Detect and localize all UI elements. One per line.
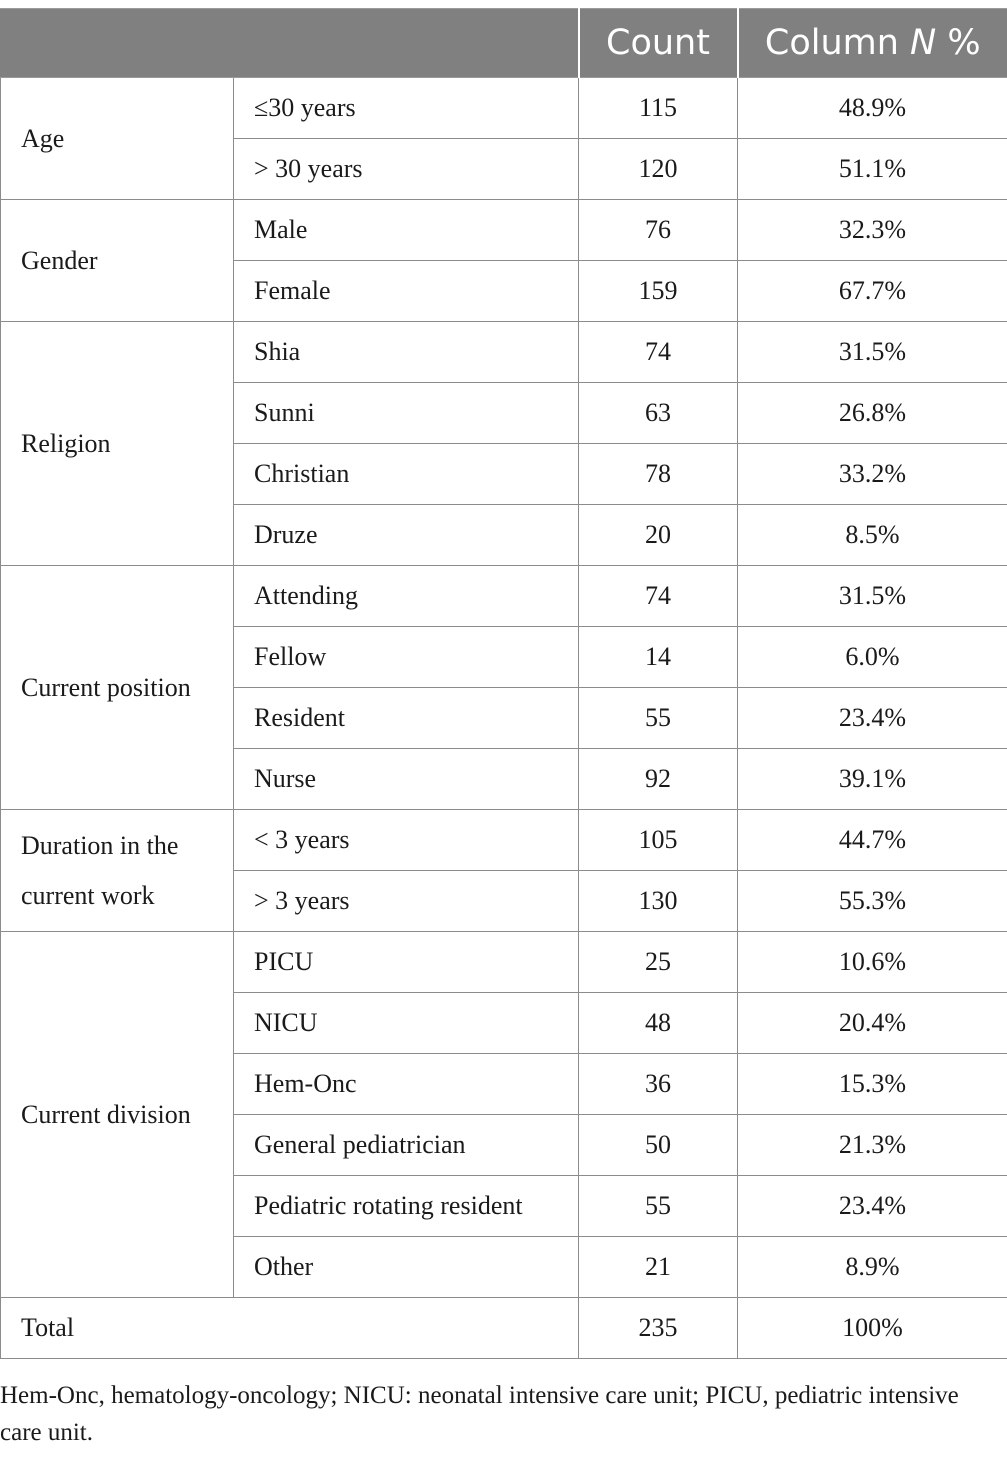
subcategory-label: Christian	[234, 444, 579, 505]
header-column-n-percent	[738, 9, 1007, 78]
percent-cell: 67.7%	[738, 261, 1007, 322]
header-column-n-italic: N	[910, 23, 937, 63]
category-label: Gender	[1, 200, 234, 322]
subcategory-label: Fellow	[234, 627, 579, 688]
count-cell: 74	[579, 566, 738, 627]
category-label: Current position	[1, 566, 234, 810]
count-cell: 76	[579, 200, 738, 261]
percent-cell: 10.6%	[738, 932, 1007, 993]
count-cell: 92	[579, 749, 738, 810]
percent-cell: 26.8%	[738, 383, 1007, 444]
count-cell: 55	[579, 1176, 738, 1237]
subcategory-label: Pediatric rotating resident	[234, 1176, 579, 1237]
table-row	[1, 810, 1007, 871]
table-row	[1, 78, 1007, 139]
category-label: Duration in the current work	[1, 810, 234, 932]
count-cell: 130	[579, 871, 738, 932]
count-cell: 25	[579, 932, 738, 993]
table-row	[1, 932, 1007, 993]
total-percent: 100%	[738, 1298, 1007, 1359]
count-cell: 159	[579, 261, 738, 322]
table-row	[1, 200, 1007, 261]
percent-cell: 33.2%	[738, 444, 1007, 505]
subcategory-label: Shia	[234, 322, 579, 383]
percent-cell: 20.4%	[738, 993, 1007, 1054]
subcategory-label: General pediatrician	[234, 1115, 579, 1176]
percent-cell: 31.5%	[738, 322, 1007, 383]
subcategory-label: Male	[234, 200, 579, 261]
total-count: 235	[579, 1298, 738, 1359]
percent-cell: 48.9%	[738, 78, 1007, 139]
demographics-table	[0, 8, 1007, 1359]
subcategory-label: NICU	[234, 993, 579, 1054]
category-label: Current division	[1, 932, 234, 1298]
percent-cell: 39.1%	[738, 749, 1007, 810]
table-row	[1, 322, 1007, 383]
header-count: Count	[579, 9, 738, 78]
count-cell: 105	[579, 810, 738, 871]
percent-cell: 6.0%	[738, 627, 1007, 688]
subcategory-label: Resident	[234, 688, 579, 749]
total-row	[1, 1298, 1007, 1359]
percent-cell: 32.3%	[738, 200, 1007, 261]
table-header	[1, 9, 1007, 78]
subcategory-label: > 3 years	[234, 871, 579, 932]
percent-cell: 44.7%	[738, 810, 1007, 871]
subcategory-label: Other	[234, 1237, 579, 1298]
total-label: Total	[1, 1298, 579, 1359]
count-cell: 21	[579, 1237, 738, 1298]
subcategory-label: Sunni	[234, 383, 579, 444]
category-label: Religion	[1, 322, 234, 566]
subcategory-label: Female	[234, 261, 579, 322]
count-cell: 36	[579, 1054, 738, 1115]
count-cell: 63	[579, 383, 738, 444]
header-column-n-prefix: Column	[764, 23, 911, 63]
subcategory-label: Hem-Onc	[234, 1054, 579, 1115]
percent-cell: 31.5%	[738, 566, 1007, 627]
count-cell: 120	[579, 139, 738, 200]
percent-cell: 8.9%	[738, 1237, 1007, 1298]
category-label: Age	[1, 78, 234, 200]
percent-cell: 8.5%	[738, 505, 1007, 566]
count-cell: 74	[579, 322, 738, 383]
percent-cell: 21.3%	[738, 1115, 1007, 1176]
table-footnote: Hem-Onc, hematology-oncology; NICU: neonatal intensive care unit; PICU, pediatric intensive care unit.	[0, 1382, 959, 1446]
count-cell: 14	[579, 627, 738, 688]
header-column-n-suffix: %	[936, 23, 981, 63]
table-row	[1, 566, 1007, 627]
percent-cell: 23.4%	[738, 688, 1007, 749]
subcategory-label: Attending	[234, 566, 579, 627]
header-blank-cell	[1, 9, 579, 78]
subcategory-label: > 30 years	[234, 139, 579, 200]
count-cell: 50	[579, 1115, 738, 1176]
subcategory-label: < 3 years	[234, 810, 579, 871]
count-cell: 20	[579, 505, 738, 566]
percent-cell: 15.3%	[738, 1054, 1007, 1115]
count-cell: 78	[579, 444, 738, 505]
percent-cell: 51.1%	[738, 139, 1007, 200]
percent-cell: 55.3%	[738, 871, 1007, 932]
count-cell: 48	[579, 993, 738, 1054]
count-cell: 55	[579, 688, 738, 749]
percent-cell: 23.4%	[738, 1176, 1007, 1237]
count-cell: 115	[579, 78, 738, 139]
subcategory-label: PICU	[234, 932, 579, 993]
subcategory-label: Nurse	[234, 749, 579, 810]
subcategory-label: Druze	[234, 505, 579, 566]
table-body	[1, 78, 1007, 1359]
subcategory-label: ≤30 years	[234, 78, 579, 139]
